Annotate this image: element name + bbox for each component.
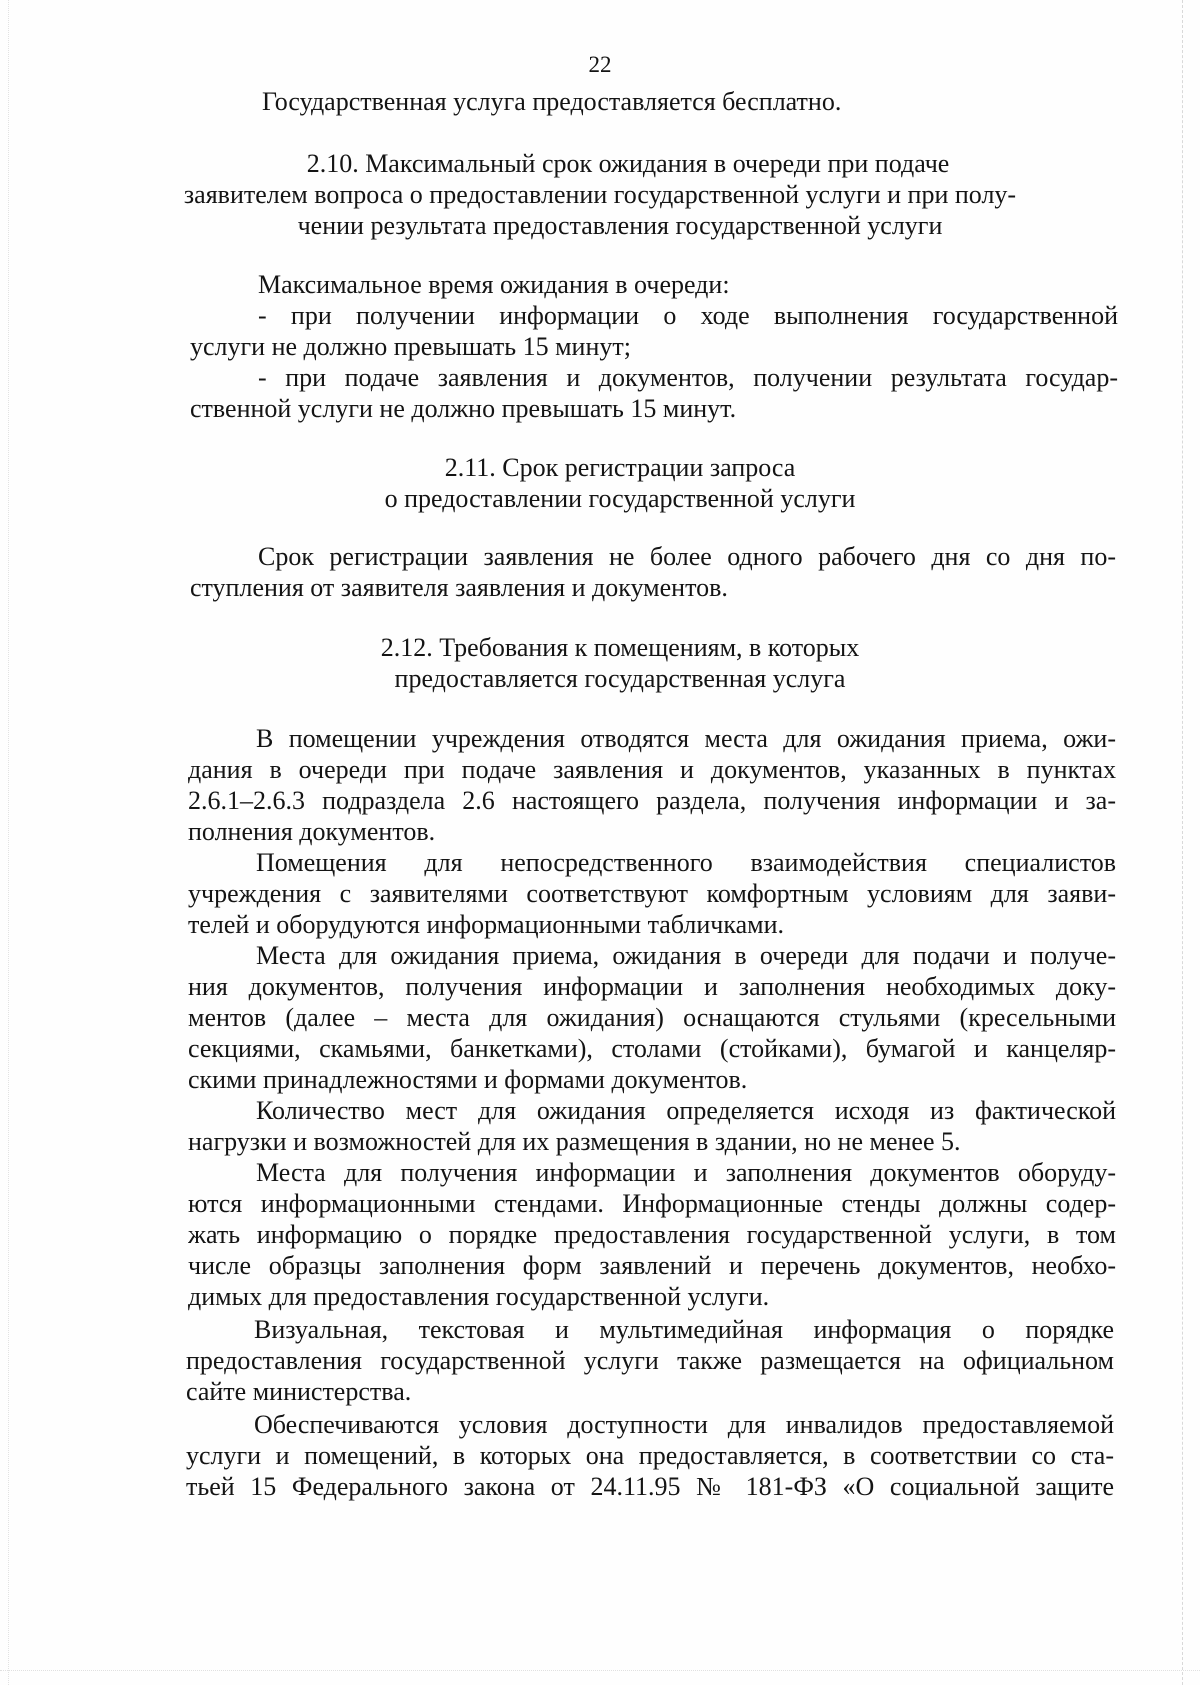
- paragraph-line: ственной услуги не должно превышать 15 минут.: [190, 394, 737, 423]
- paragraph-line: предоставления государственной услуги также размещается на официальном: [186, 1346, 1114, 1375]
- scan-edge-right: [1182, 0, 1184, 1685]
- heading-2-10-line1: 2.10. Максимальный срок ожидания в очереди при подаче: [306, 149, 950, 178]
- paragraph-line: Места для ожидания приема, ожидания в очереди для подачи и получе-: [256, 941, 1116, 970]
- paragraph-line: жать информацию о порядке предоставления государственной услуги, в том: [188, 1220, 1116, 1249]
- paragraph-line: Количество мест для ожидания определяется исходя из фактической: [256, 1096, 1116, 1125]
- paragraph-line: В помещении учреждения отводятся места для ожидания приема, ожи-: [256, 724, 1116, 753]
- paragraph-line: ступления от заявителя заявления и документов.: [190, 573, 728, 602]
- paragraph-line: Места для получения информации и заполнения документов оборуду-: [256, 1158, 1116, 1187]
- paragraph-line: ментов (далее – места для ожидания) оснащаются стульями (кресельными: [188, 1003, 1116, 1032]
- paragraph-line: учреждения с заявителями соответствуют комфортным условиям для заяви-: [188, 879, 1116, 908]
- paragraph-line: Максимальное время ожидания в очереди:: [258, 270, 730, 299]
- paragraph-line: ются информационными стендами. Информационные стенды должны содер-: [188, 1189, 1116, 1218]
- heading-2-11-line2: о предоставлении государственной услуги: [384, 484, 856, 513]
- paragraph-line: нагрузки и возможностей для их размещения в здании, но не менее 5.: [188, 1127, 961, 1156]
- heading-2-12-line1: 2.12. Требования к помещениям, в которых: [380, 633, 860, 662]
- scan-edge-bottom: [0, 1670, 1200, 1671]
- scan-edge-left: [8, 0, 10, 1685]
- paragraph-line: сайте министерства.: [186, 1377, 412, 1406]
- paragraph-line: 2.6.1–2.6.3 подраздела 2.6 настоящего раздела, получения информации и за-: [188, 786, 1116, 815]
- heading-2-11-line1: 2.11. Срок регистрации запроса: [444, 453, 796, 482]
- paragraph-line: Срок регистрации заявления не более одного рабочего дня со дня по-: [258, 542, 1116, 571]
- paragraph-line: - при получении информации о ходе выполнения государственной: [258, 301, 1118, 330]
- paragraph-line: полнения документов.: [188, 817, 436, 846]
- paragraph-line: димых для предоставления государственной услуги.: [188, 1282, 770, 1311]
- heading-2-10-line3: чении результата предоставления государственной услуги: [297, 211, 943, 240]
- heading-2-10-line2: заявителем вопроса о предоставлении государственной услуги и при полу-: [183, 180, 1017, 209]
- paragraph-line: - при подаче заявления и документов, получении результата государ-: [258, 363, 1118, 392]
- paragraph-line: скими принадлежностями и формами документов.: [188, 1065, 748, 1094]
- paragraph-line: дания в очереди при подаче заявления и документов, указанных в пунктах: [188, 755, 1116, 784]
- paragraph-line: Обеспечиваются условия доступности для инвалидов предоставляемой: [254, 1410, 1114, 1439]
- paragraph-line: секциями, скамьями, банкетками), столами (стойками), бумагой и канцеляр-: [188, 1034, 1116, 1063]
- paragraph-line: Помещения для непосредственного взаимодействия специалистов: [256, 848, 1116, 877]
- paragraph-line: числе образцы заполнения форм заявлений и перечень документов, необхо-: [188, 1251, 1116, 1280]
- page-number: 22: [588, 52, 612, 77]
- paragraph-line: тьей 15 Федерального закона от 24.11.95 № 181-ФЗ «О социальной защите: [186, 1472, 1114, 1501]
- paragraph-line: ния документов, получения информации и заполнения необходимых доку-: [188, 972, 1116, 1001]
- paragraph-line: услуги и помещений, в которых она предоставляется, в соответствии со ста-: [186, 1441, 1114, 1470]
- paragraph-line: услуги не должно превышать 15 минут;: [190, 332, 631, 361]
- fee-statement: Государственная услуга предоставляется бесплатно.: [262, 87, 842, 116]
- heading-2-12-line2: предоставляется государственная услуга: [394, 664, 846, 693]
- paragraph-line: Визуальная, текстовая и мультимедийная информация о порядке: [254, 1315, 1114, 1344]
- paragraph-line: телей и оборудуются информационными табличками.: [188, 910, 784, 939]
